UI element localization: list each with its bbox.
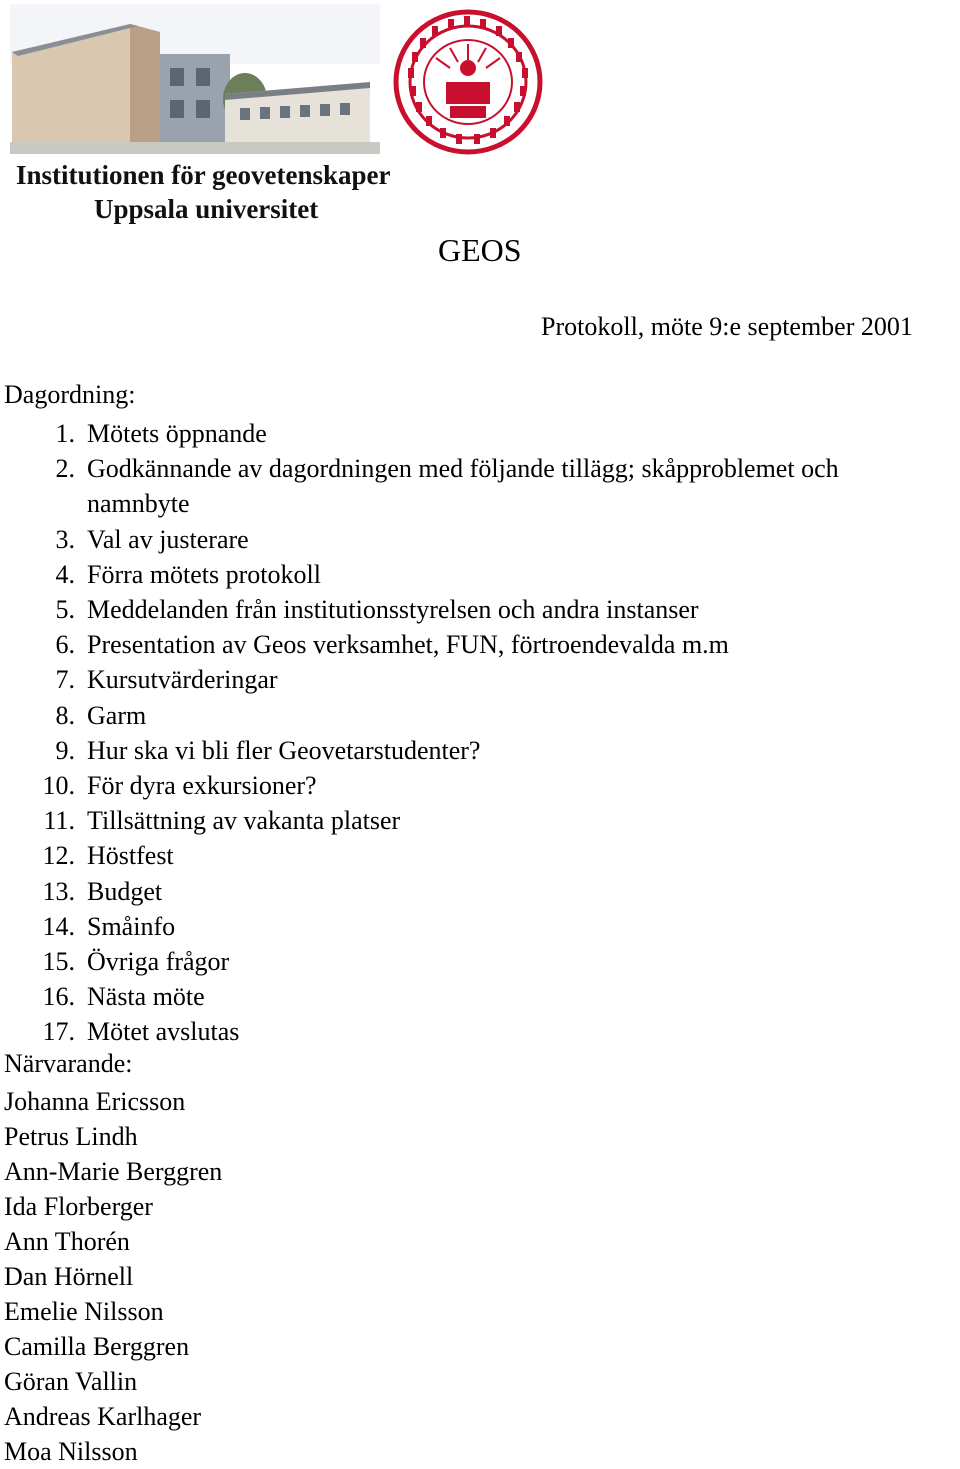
attendee-name: Ann Thorén xyxy=(4,1227,130,1256)
agenda-item xyxy=(0,874,940,909)
agenda-item-number: 16. xyxy=(42,982,75,1012)
agenda-item-text: Övriga frågor xyxy=(87,947,230,977)
agenda-item-number: 11. xyxy=(43,806,75,836)
attendees-list xyxy=(4,1084,222,1469)
attendee-name: Andreas Karlhager xyxy=(4,1402,202,1431)
attendee-name: Dan Hörnell xyxy=(4,1262,134,1291)
agenda-item-number: 13. xyxy=(42,876,75,906)
agenda-item xyxy=(0,698,940,733)
agenda-item xyxy=(0,944,940,979)
agenda-item xyxy=(0,768,940,803)
university-name: Uppsala universitet xyxy=(94,194,319,224)
attendees-heading: Närvarande: xyxy=(4,1049,133,1078)
agenda-item-text: Förra mötets protokoll xyxy=(87,559,321,589)
agenda-item xyxy=(0,909,940,944)
agenda-item-text: Meddelanden från institutionsstyrelsen och andra instanser xyxy=(87,595,699,625)
agenda-item-number: 8. xyxy=(55,700,75,730)
agenda-item-number: 10. xyxy=(42,771,75,801)
agenda-item xyxy=(0,416,940,451)
agenda-heading: Dagordning: xyxy=(4,380,136,409)
attendee-name: Ida Florberger xyxy=(4,1192,153,1221)
agenda-item-text: Nästa möte xyxy=(87,982,205,1012)
attendee-name: Göran Vallin xyxy=(4,1367,138,1396)
agenda-item xyxy=(0,662,940,697)
agenda-item xyxy=(0,1014,940,1049)
agenda-item-number: 12. xyxy=(42,841,75,871)
agenda-item xyxy=(0,733,940,768)
agenda-item-number: 4. xyxy=(55,559,75,589)
attendee-name: Camilla Berggren xyxy=(4,1332,190,1361)
agenda-item xyxy=(0,627,940,662)
agenda-item-number: 9. xyxy=(55,735,75,765)
agenda-item-text: Mötets öppnande xyxy=(87,419,267,448)
agenda-item-number: 17. xyxy=(42,1017,75,1047)
agenda-item-number: 3. xyxy=(55,524,75,554)
attendee-name: Petrus Lindh xyxy=(4,1122,138,1151)
agenda-item-number: 7. xyxy=(55,665,75,695)
agenda-item-number: 2. xyxy=(55,454,75,484)
agenda-item-number: 15. xyxy=(42,947,75,977)
university-seal-icon xyxy=(388,8,548,156)
agenda-item xyxy=(0,838,940,873)
agenda-item-number: 1. xyxy=(55,419,75,448)
agenda-item xyxy=(0,451,940,521)
agenda-item-number: 14. xyxy=(42,911,75,941)
building-illustration xyxy=(10,4,380,154)
attendee-name: Moa Nilsson xyxy=(4,1437,138,1466)
agenda-item-text: Presentation av Geos verksamhet, FUN, förtroendevalda m.m xyxy=(87,630,729,660)
agenda-item-number: 5. xyxy=(55,595,75,625)
agenda-item-text: Godkännande av dagordningen med följande tillägg; skåpproblemet och namnbyte xyxy=(87,454,839,519)
agenda-item-text: Hur ska vi bli fler Geovetarstudenter? xyxy=(87,735,481,765)
agenda-item-text: Tillsättning av vakanta platser xyxy=(87,806,401,836)
attendee-name: Emelie Nilsson xyxy=(4,1297,164,1326)
agenda-item xyxy=(0,557,940,592)
protocol-title: Protokoll, möte 9:e september 2001 xyxy=(541,312,913,341)
agenda-item-text: För dyra exkursioner? xyxy=(87,771,317,801)
agenda-item xyxy=(0,803,940,838)
agenda-item xyxy=(0,522,940,557)
agenda-item-text: Mötet avslutas xyxy=(87,1017,240,1047)
letterhead xyxy=(0,0,960,240)
agenda-item-number: 6. xyxy=(55,630,75,660)
agenda-item xyxy=(0,592,940,627)
agenda-item-text: Höstfest xyxy=(87,841,174,871)
agenda-item-text: Budget xyxy=(87,876,163,906)
agenda-list xyxy=(0,416,940,1050)
agenda-item xyxy=(0,979,940,1014)
agenda-item-text: Val av justerare xyxy=(87,524,249,554)
page-title: GEOS xyxy=(438,232,522,268)
agenda-item-text: Kursutvärderingar xyxy=(87,665,278,695)
department-name: Institutionen för geovetenskaper xyxy=(16,160,391,190)
agenda-item-text: Småinfo xyxy=(87,911,176,941)
agenda-item-text: Garm xyxy=(87,700,147,730)
attendee-name: Johanna Ericsson xyxy=(4,1087,186,1116)
attendee-name: Ann-Marie Berggren xyxy=(4,1157,223,1186)
